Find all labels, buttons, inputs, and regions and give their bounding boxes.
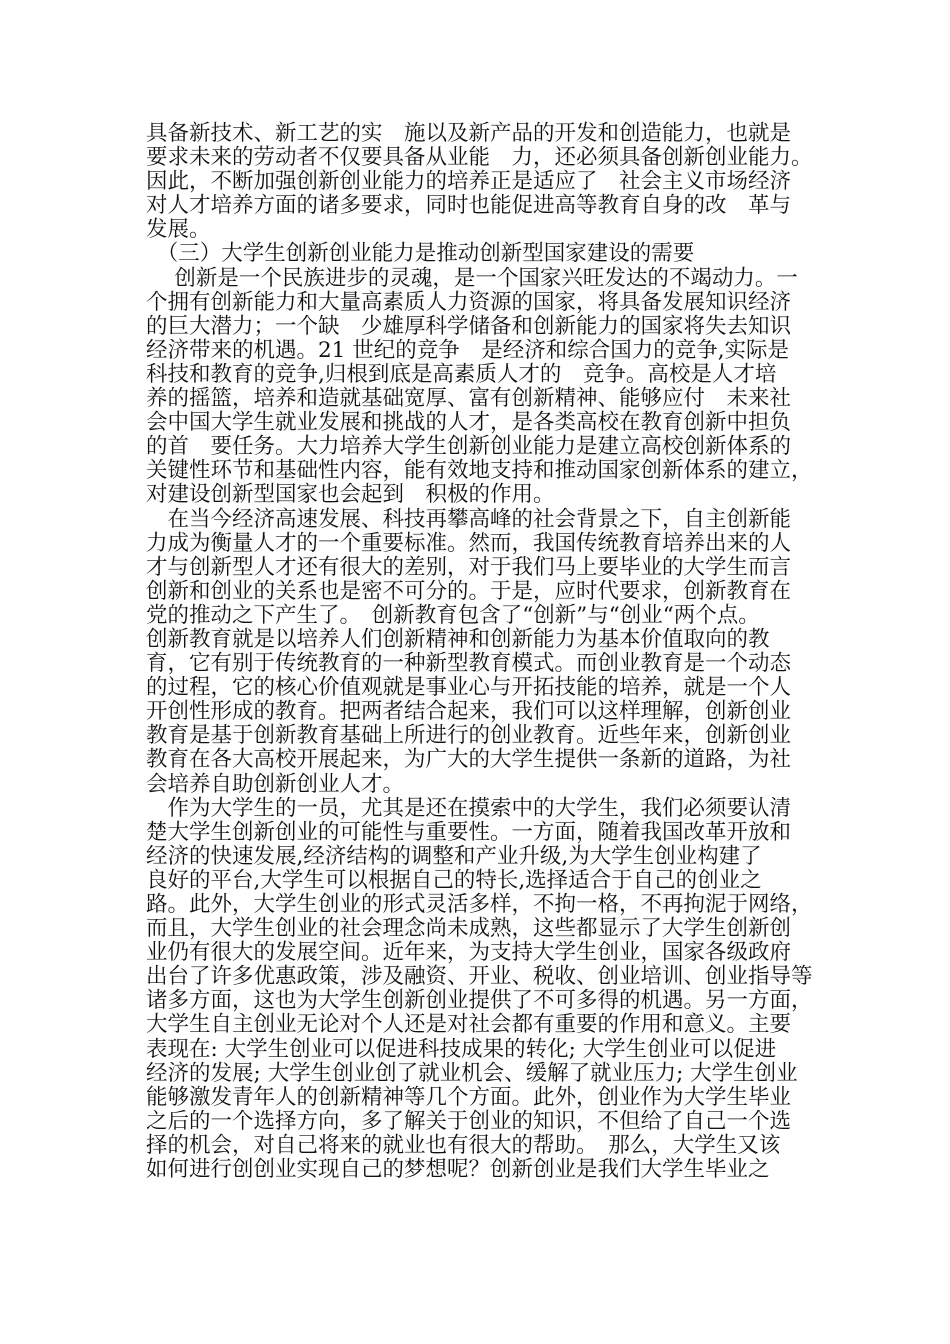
text-line: 科技和教育的竞争,归根到底是高素质人才的 竞争。高校是人才培 <box>146 361 777 387</box>
text-line: 对建设创新型国家也会起到 积极的作用。 <box>146 482 555 508</box>
text-line: 会培养自助创新创业人才。 <box>146 771 405 797</box>
text-line: 而且，大学生创业的社会理念尚未成熟，这些都显示了大学生创新创 <box>146 916 792 942</box>
text-line: 才与创新型人才还有很大的差别，对于我们马上要毕业的大学生而言 <box>146 554 792 580</box>
text-line: 择的机会，对自己将来的就业也有很大的帮助。 那么，大学生又该 <box>146 1132 781 1158</box>
text-line: 的过程，它的核心价值观就是事业心与开拓技能的培养，就是一个人 <box>146 675 792 701</box>
section-heading: （三）大学生创新创业能力是推动创新型国家建设的需要 <box>146 241 695 267</box>
text-line: 教育是基于创新教育基础上所进行的创业教育。近些年来，创新创业 <box>146 723 792 749</box>
text-line: 创新是一个民族进步的灵魂，是一个国家兴旺发达的不竭动力。一 <box>146 265 798 291</box>
text-line: 会中国大学生就业发展和挑战的人才，是各类高校在教育创新中担负 <box>146 410 792 436</box>
text-line: 经济的发展; 大学生创业创了就业机会、缓解了就业压力; 大学生创业 <box>146 1060 798 1086</box>
text-line: 教育在各大高校开展起来，为广大的大学生提供一条新的道路，为社 <box>146 747 792 773</box>
text-line: 个拥有创新能力和大量高素质人力资源的国家，将具备发展知识经济 <box>146 289 792 315</box>
text-line: 能够激发青年人的创新精神等几个方面。此外，创业作为大学生毕业 <box>146 1084 792 1110</box>
text-line: 创新和创业的关系也是密不可分的。于是，应时代要求，创新教育在 <box>146 578 792 604</box>
text-line: 养的摇篮，培养和造就基础宽厚、富有创新精神、能够应付 未来社 <box>146 386 792 412</box>
text-line: 的巨大潜力；一个缺 少雄厚科学储备和创新能力的国家将失去知识 <box>146 313 792 339</box>
text-line: 出台了许多优惠政策，涉及融资、开业、税收、创业培训、创业指导等 <box>146 964 813 990</box>
text-line: 楚大学生创新创业的可能性与重要性。一方面，随着我国改革开放和 <box>146 819 792 845</box>
text-line: 要求未来的劳动者不仅要具备从业能 力，还必须具备创新创业能力。 <box>146 145 813 171</box>
text-line: 因此，不断加强创新创业能力的培养正是适应了 社会主义市场经济 <box>146 169 792 195</box>
text-line: 具备新技术、新工艺的实 施以及新产品的开发和创造能力，也就是 <box>146 121 792 146</box>
text-line: 作为大学生的一员，尤其是还在摸索中的大学生，我们必须要认清 <box>146 795 792 821</box>
document-body <box>146 122 822 1182</box>
text-line: 表现在: 大学生创业可以促进科技成果的转化; 大学生创业可以促进 <box>146 1036 777 1062</box>
text-line: 发展。 <box>146 217 211 243</box>
text-line: 经济带来的机遇。21 世纪的竞争 是经济和综合国力的竞争,实际是 <box>146 337 790 363</box>
text-line: 党的推动之下产生了。 创新教育包含了“创新”与“创业“两个点。 <box>146 602 760 628</box>
text-line: 关键性环节和基础性内容，能有效地支持和推动国家创新体系的建立， <box>146 458 813 484</box>
text-line: 对人才培养方面的诸多要求，同时也能促进高等教育自身的改 革与 <box>146 193 792 219</box>
text-line: 大学生自主创业无论对个人还是对社会都有重要的作用和意义。主要 <box>146 1012 792 1038</box>
text-line: 的首 要任务。大力培养大学生创新创业能力是建立高校创新体系的 <box>146 434 792 460</box>
text-line: 业仍有很大的发展空间。近年来，为支持大学生创业，国家各级政府 <box>146 940 792 966</box>
text-line: 之后的一个选择方向，多了解关于创业的知识，不但给了自己一个选 <box>146 1108 792 1134</box>
text-line: 良好的平台,大学生可以根据自己的特长,选择适合于自己的创业之 <box>146 867 762 893</box>
text-line: 在当今经济高速发展、科技再攀高峰的社会背景之下，自主创新能 <box>146 506 792 532</box>
text-line: 诸多方面，这也为大学生创新创业提供了不可多得的机遇。另一方面， <box>146 988 813 1014</box>
text-line: 路。此外，大学生创业的形式灵活多样，不拘一格，不再拘泥于网络， <box>146 892 813 917</box>
text-line: 如何进行创创业实现自己的梦想呢？创新创业是我们大学生毕业之 <box>146 1157 770 1183</box>
text-line: 开创性形成的教育。把两者结合起来，我们可以这样理解，创新创业 <box>146 699 792 725</box>
text-line: 创新教育就是以培养人们创新精神和创新能力为基本价值取向的教 <box>146 626 770 652</box>
text-line: 育，它有别于传统教育的一种新型教育模式。而创业教育是一个动态 <box>146 651 792 677</box>
text-line: 力成为衡量人才的一个重要标准。然而，我国传统教育培养出来的人 <box>146 530 792 556</box>
text-line: 经济的快速发展,经济结构的调整和产业升级,为大学生创业构建了 <box>146 843 762 869</box>
